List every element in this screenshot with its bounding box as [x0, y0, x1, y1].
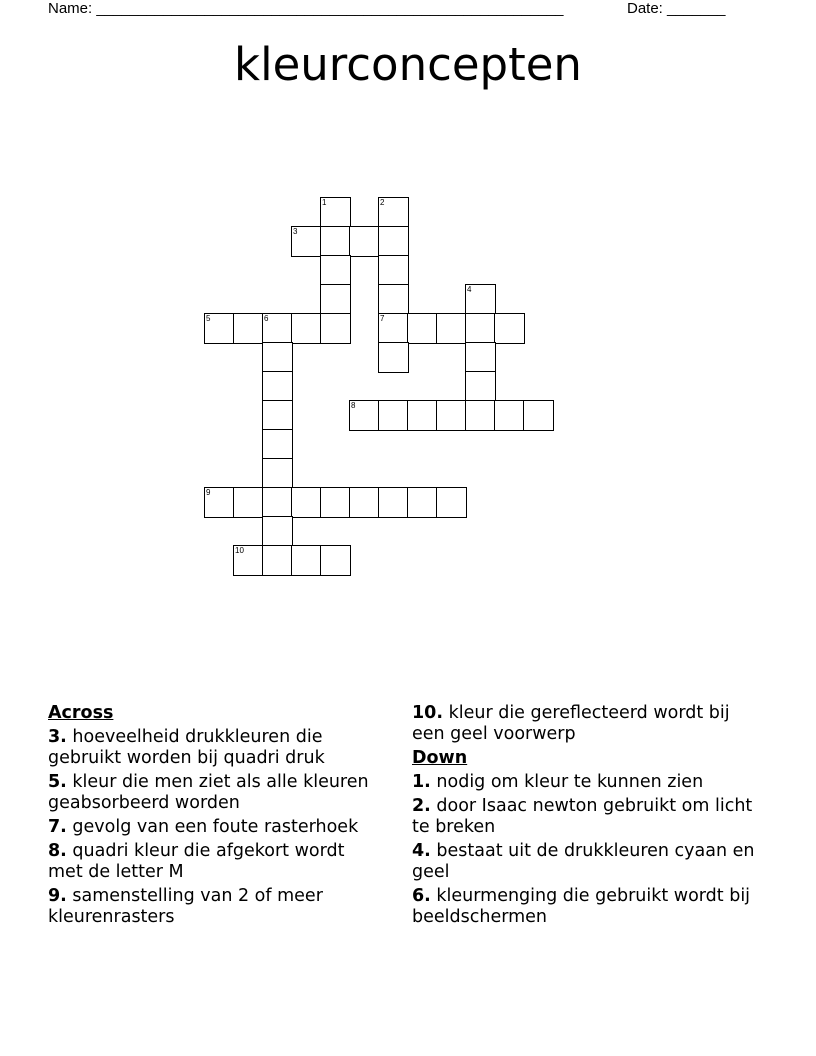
clue-text: kleur die men ziet als alle kleuren geabsorbeerd worden [48, 772, 369, 813]
across-heading: Across [48, 703, 114, 723]
grid-cell[interactable] [349, 226, 380, 257]
grid-cell[interactable] [349, 487, 380, 518]
grid-cell[interactable] [233, 487, 264, 518]
grid-cell[interactable] [349, 400, 380, 431]
clue-number: 4. [412, 841, 431, 861]
grid-cell[interactable] [378, 226, 409, 257]
name-field-label: Name: ________________________________________________________ [48, 0, 564, 17]
grid-cell[interactable] [378, 342, 409, 373]
grid-cell[interactable] [262, 313, 293, 344]
grid-cell[interactable] [465, 342, 496, 373]
clue-number: 2. [412, 796, 431, 816]
grid-cell[interactable] [233, 545, 264, 576]
cell-number: 6 [264, 314, 269, 323]
grid-cell[interactable] [233, 313, 264, 344]
clue-across-10 [412, 703, 762, 745]
grid-cell[interactable] [378, 313, 409, 344]
cell-number: 5 [206, 314, 211, 323]
grid-cell[interactable] [204, 487, 235, 518]
grid-cell[interactable] [494, 313, 525, 344]
cell-number: 1 [322, 198, 327, 207]
grid-cell[interactable] [494, 400, 525, 431]
down-heading: Down [412, 748, 468, 768]
grid-cell[interactable] [262, 371, 293, 402]
grid-cell[interactable] [262, 487, 293, 518]
grid-cell[interactable] [320, 487, 351, 518]
grid-cell[interactable] [320, 284, 351, 315]
grid-cell[interactable] [436, 487, 467, 518]
clue-across-8 [48, 841, 378, 883]
grid-cell[interactable] [465, 400, 496, 431]
clue-down-2 [412, 796, 762, 838]
cell-number: 7 [380, 314, 385, 323]
grid-cell[interactable] [204, 313, 235, 344]
clue-number: 8. [48, 841, 67, 861]
clue-across-3 [48, 727, 378, 769]
clue-text: samenstelling van 2 of meer kleurenrasters [48, 886, 323, 927]
grid-cell[interactable] [291, 226, 322, 257]
clue-text: bestaat uit de drukkleuren cyaan en geel [412, 841, 755, 882]
clues-left-column [48, 703, 378, 931]
grid-cell[interactable] [262, 545, 293, 576]
grid-cell[interactable] [378, 255, 409, 286]
grid-cell[interactable] [407, 487, 438, 518]
grid-cell[interactable] [407, 313, 438, 344]
grid-cell[interactable] [436, 313, 467, 344]
grid-cell[interactable] [320, 255, 351, 286]
clue-across-9 [48, 886, 378, 928]
grid-cell[interactable] [291, 545, 322, 576]
grid-cell[interactable] [378, 487, 409, 518]
cell-number: 8 [351, 401, 356, 410]
grid-cell[interactable] [262, 342, 293, 373]
grid-cell[interactable] [320, 226, 351, 257]
clue-number: 5. [48, 772, 67, 792]
clue-across-5 [48, 772, 378, 814]
clue-number: 3. [48, 727, 67, 747]
clue-number: 7. [48, 817, 67, 837]
grid-cell[interactable] [407, 400, 438, 431]
clue-across-7 [48, 817, 378, 838]
clue-number: 1. [412, 772, 431, 792]
clue-number: 10. [412, 703, 444, 723]
grid-cell[interactable] [523, 400, 554, 431]
clue-number: 9. [48, 886, 67, 906]
grid-cell[interactable] [262, 458, 293, 489]
date-field-label: Date: _______ [627, 0, 726, 17]
grid-cell[interactable] [465, 284, 496, 315]
grid-cell[interactable] [291, 487, 322, 518]
grid-cell[interactable] [320, 313, 351, 344]
clue-text: door Isaac newton gebruikt om licht te breken [412, 796, 753, 837]
clue-text: hoeveelheid drukkleuren die gebruikt worden bij quadri druk [48, 727, 325, 768]
grid-cell[interactable] [465, 313, 496, 344]
cell-number: 10 [235, 546, 244, 555]
clue-text: kleurmenging die gebruikt wordt bij beeldschermen [412, 886, 751, 927]
clues-right-column [412, 703, 762, 931]
cell-number: 4 [467, 285, 472, 294]
cell-number: 9 [206, 488, 211, 497]
clue-text: quadri kleur die afgekort wordt met de letter M [48, 841, 345, 882]
grid-cell[interactable] [262, 429, 293, 460]
grid-cell[interactable] [320, 197, 351, 228]
cell-number: 3 [293, 227, 298, 236]
grid-cell[interactable] [378, 400, 409, 431]
grid-cell[interactable] [262, 516, 293, 547]
clue-down-6 [412, 886, 762, 928]
cell-number: 2 [380, 198, 385, 207]
grid-cell[interactable] [436, 400, 467, 431]
grid-cell[interactable] [378, 284, 409, 315]
grid-cell[interactable] [291, 313, 322, 344]
clue-down-4 [412, 841, 762, 883]
clue-text: gevolg van een foute rasterhoek [72, 817, 359, 837]
grid-cell[interactable] [262, 400, 293, 431]
clue-text: kleur die gereflecteerd wordt bij een geel voorwerp [412, 703, 730, 744]
grid-cell[interactable] [465, 371, 496, 402]
clue-down-1 [412, 772, 762, 793]
grid-cell[interactable] [320, 545, 351, 576]
clue-text: nodig om kleur te kunnen zien [436, 772, 704, 792]
grid-cell[interactable] [378, 197, 409, 228]
page-title: kleurconcepten [234, 38, 582, 91]
clue-number: 6. [412, 886, 431, 906]
